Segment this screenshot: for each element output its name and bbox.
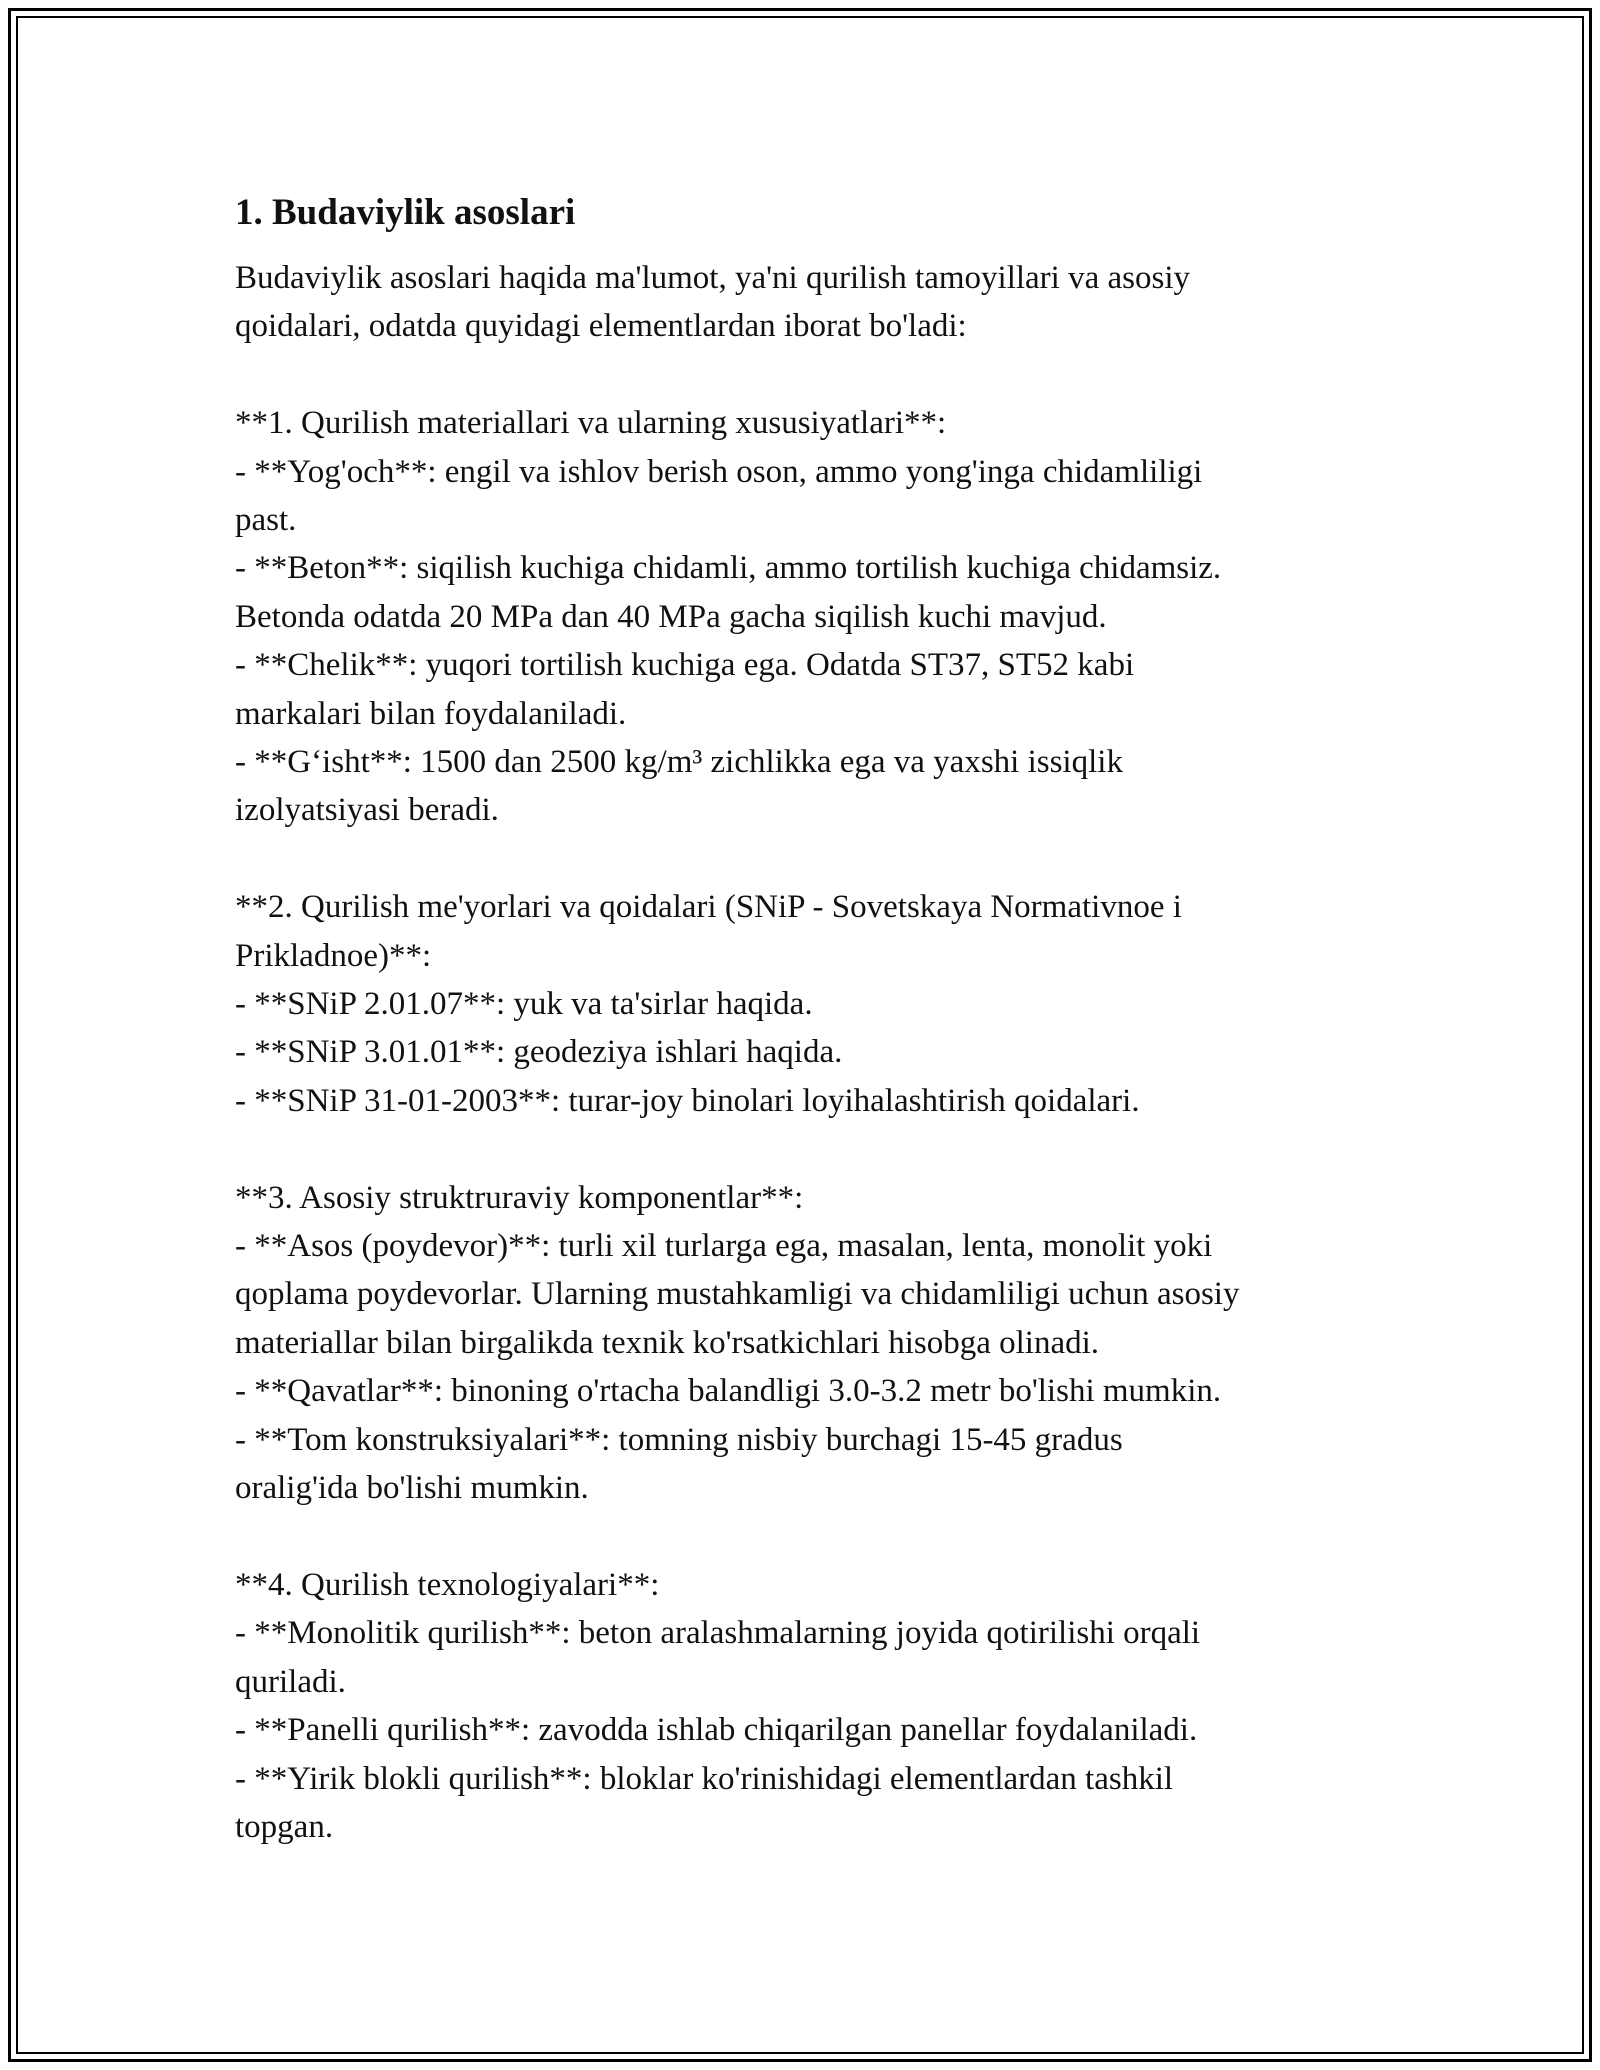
list-item: - **Monolitik qurilish**: beton aralashmalarning joyida qotirilishi orqali [235,1615,1201,1652]
text-line: past. [235,502,297,539]
text-line: quriladi. [235,1663,346,1700]
list-item: - **Yog'och**: engil va ishlov berish oson, ammo yong'inga chidamliligi [235,453,1203,490]
list-item: - **Panelli qurilish**: zavodda ishlab chiqarilgan panellar foydalaniladi. [235,1712,1198,1749]
text-line: materiallar bilan birgalikda texnik ko'rsatkichlari hisobga olinadi. [235,1324,1100,1361]
blank-line [235,351,1395,399]
blank-line [235,1125,1395,1173]
blank-line [235,835,1395,883]
document-body [235,186,1395,1851]
text-line: izolyatsiyasi beradi. [235,792,499,829]
text-line: Betonda odatda 20 MPa dan 40 MPa gacha siqilish kuchi mavjud. [235,598,1107,635]
text-line: oralig'ida bo'lishi mumkin. [235,1470,589,1507]
list-item: - **SNiP 3.01.01**: geodeziya ishlari haqida. [235,1034,843,1071]
section-heading: **3. Asosiy struktruraviy komponentlar**: [235,1179,804,1216]
list-item: - **Asos (poydevor)**: turli xil turlarga ega, masalan, lenta, monolit yoki [235,1228,1213,1265]
text-line: qoplama poydevorlar. Ularning mustahkamligi va chidamliligi uchun asosiy [235,1276,1240,1313]
text-line: Budaviylik asoslari haqida ma'lumot, ya'ni qurilish tamoyillari va asosiy [235,260,1190,296]
list-item: - **Chelik**: yuqori tortilish kuchiga ega. Odatda ST37, ST52 kabi [235,647,1135,684]
section-heading: **2. Qurilish me'yorlari va qoidalari (SNiP - Sovetskaya Normativnoe i [235,889,1182,926]
document-text [235,254,1395,1851]
list-item: - **G‘isht**: 1500 dan 2500 kg/m³ zichlikka ega va yaxshi issiqlik [235,744,1123,781]
document-title: 1. Budaviylik asoslari [235,192,576,233]
text-line: topgan. [235,1808,334,1845]
list-item: - **Qavatlar**: binoning o'rtacha balandligi 3.0-3.2 metr bo'lishi mumkin. [235,1373,1222,1410]
list-item: - **Tom konstruksiyalari**: tomning nisbiy burchagi 15-45 gradus [235,1421,1123,1458]
list-item: - **Beton**: siqilish kuchiga chidamli, ammo tortilish kuchiga chidamsiz. [235,550,1222,587]
text-line: Prikladnoe)**: [235,937,432,974]
section-heading: **1. Qurilish materiallari va ularning xususiyatlari**: [235,405,947,442]
blank-line [235,1513,1395,1561]
text-line: qoidalari, odatda quyidagi elementlardan iborat bo'ladi: [235,308,967,345]
section-heading: **4. Qurilish texnologiyalari**: [235,1566,660,1603]
text-line: markalari bilan foydalaniladi. [235,695,627,732]
list-item: - **Yirik blokli qurilish**: bloklar ko'rinishidagi elementlardan tashkil [235,1760,1174,1797]
list-item: - **SNiP 2.01.07**: yuk va ta'sirlar haqida. [235,986,813,1023]
list-item: - **SNiP 31-01-2003**: turar-joy binolari loyihalashtirish qoidalari. [235,1082,1140,1119]
